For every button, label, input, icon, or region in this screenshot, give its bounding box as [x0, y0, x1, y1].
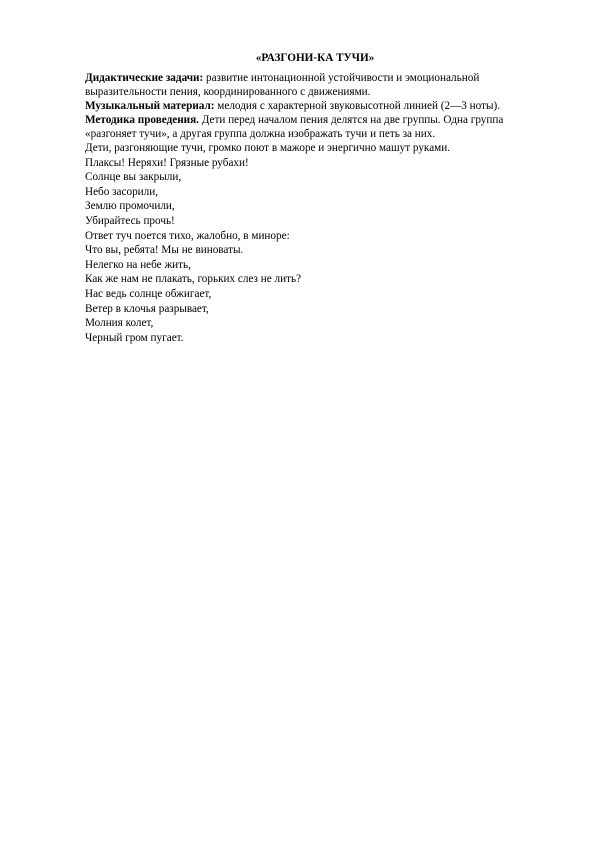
method-paragraph	[85, 113, 545, 141]
text-line: Небо засорили,	[85, 185, 159, 198]
method-line-2: «разгоняет тучи», а другая группа должна изображать тучи и петь за них.	[85, 128, 436, 140]
text-line: Как же нам не плакать, горьких слез не лить?	[85, 273, 302, 286]
text-line: Ответ туч поется тихо, жалобно, в миноре:	[85, 229, 290, 242]
material-text: мелодия с характерной звуковысотной линией (2—3 ноты).	[214, 100, 501, 112]
text-line: Молния колет,	[85, 317, 154, 330]
text-line: Плаксы! Неряхи! Грязные рубахи!	[85, 156, 249, 169]
material-line	[85, 99, 545, 113]
material-paragraph	[85, 99, 545, 113]
document-page	[85, 51, 545, 345]
text-line: Дети, разгоняющие тучи, громко поют в мажоре и энергично машут руками.	[85, 142, 451, 154]
text-line: Ветер в клочья разрывает,	[85, 302, 209, 315]
text-line: Что вы, ребята! Мы не виноваты.	[85, 244, 244, 257]
text-line: Землю промочили,	[85, 200, 175, 213]
song-lines	[85, 141, 545, 345]
method-text-1: Дети перед началом пения делятся на две группы. Одна группа	[198, 114, 504, 126]
text-line: Солнце вы закрыли,	[85, 171, 182, 184]
tasks-text-1: развитие интонационной устойчивости и эмоциональной	[203, 72, 480, 84]
tasks-paragraph	[85, 71, 545, 99]
method-label: Методика проведения.	[85, 114, 199, 126]
tasks-line-1	[85, 71, 545, 85]
material-label: Музыкальный материал:	[85, 100, 215, 112]
text-line: Нас ведь солнце обжигает,	[85, 287, 212, 300]
document-title: «РАЗГОНИ-КА ТУЧИ»	[255, 52, 375, 64]
text-line: Убирайтесь прочь!	[85, 214, 175, 227]
text-line: Черный гром пугает.	[85, 331, 184, 344]
tasks-label: Дидактические задачи:	[85, 72, 204, 84]
tasks-line-2: выразительности пения, координированного с движениями.	[85, 86, 371, 98]
text-line: Нелегко на небе жить,	[85, 258, 191, 271]
method-line-1	[85, 113, 545, 127]
